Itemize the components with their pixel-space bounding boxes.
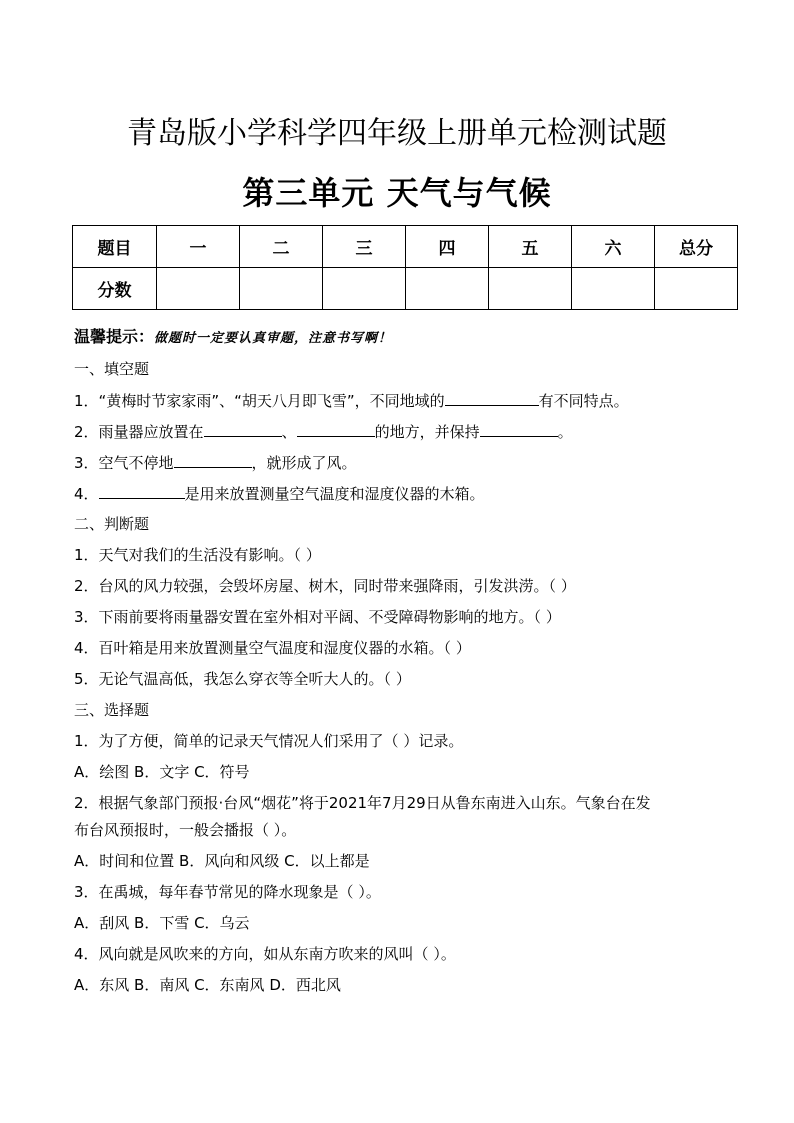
question-item: [74, 451, 764, 482]
question-text: ，就形成了风。: [251, 454, 357, 472]
question-item: [74, 389, 764, 420]
answer-blank[interactable]: [204, 420, 282, 437]
section-heading: 三、选择题: [74, 701, 150, 719]
score-entry-cell[interactable]: [406, 268, 489, 310]
question-item: 2．台风的风力较强，会毁坏房屋、树木，同时带来强降雨，引发洪涝。（ ）: [74, 577, 576, 595]
warm-tip-text: 做题时一定要认真审题，注意书写啊！: [154, 331, 393, 346]
answer-blank[interactable]: [480, 420, 558, 437]
question-text: 1．“黄梅时节家家雨”、“胡天八月即飞雪”，不同地域的: [74, 392, 445, 410]
question-item: [74, 482, 764, 513]
table-cell: 分数: [73, 268, 157, 310]
answer-options: A．刮风 B．下雪 C．乌云: [74, 914, 250, 932]
question-item: 4．风向就是风吹来的方向，如从东南方吹来的风叫（ ）。: [74, 945, 456, 963]
table-cell: 题目: [73, 226, 157, 268]
question-text: 、: [281, 423, 297, 441]
table-cell: 二: [240, 226, 323, 268]
answer-options: A．绘图 B．文字 C．符号: [74, 763, 250, 781]
score-entry-cell[interactable]: [157, 268, 240, 310]
question-text: 的地方，并保持: [374, 423, 480, 441]
question-item: 2．根据气象部门预报·台风“烟花”将于2021年7月29日从鲁东南进入山东。气象台在发: [74, 794, 651, 812]
question-item: 1．为了方便，简单的记录天气情况人们采用了（ ）记录。: [74, 732, 464, 750]
unit-title: 第三单元 天气与气候: [242, 174, 552, 212]
warm-tip-label: 温馨提示：: [74, 327, 155, 346]
question-item: 3．下雨前要将雨量器安置在室外相对平阔、不受障碍物影响的地方。（ ）: [74, 608, 561, 626]
answer-blank[interactable]: [99, 482, 185, 499]
question-item: 5．无论气温高低，我怎么穿衣等全听大人的。（ ）: [74, 670, 411, 688]
section-heading: 二、判断题: [74, 515, 150, 533]
section-heading: 一、填空题: [74, 360, 150, 378]
score-table: [72, 225, 738, 310]
page-title: 青岛版小学科学四年级上册单元检测试题: [127, 116, 667, 151]
question-item: 1．天气对我们的生活没有影响。（ ）: [74, 546, 321, 564]
question-text: 是用来放置测量空气温度和湿度仪器的木箱。: [184, 485, 485, 503]
question-item-continued: 布台风预报时，一般会播报（ ）。: [74, 821, 297, 839]
question-text: 2．雨量器应放置在: [74, 423, 204, 441]
answer-blank[interactable]: [297, 420, 375, 437]
question-item: 4．百叶箱是用来放置测量空气温度和湿度仪器的水箱。（ ）: [74, 639, 471, 657]
answer-blank[interactable]: [174, 451, 252, 468]
score-entry-cell[interactable]: [323, 268, 406, 310]
table-cell: 总分: [655, 226, 738, 268]
question-item: 3．在禹城，每年春节常见的降水现象是（ ）。: [74, 883, 381, 901]
score-entry-cell[interactable]: [240, 268, 323, 310]
answer-options: A．东风 B．南风 C．东南风 D．西北风: [74, 976, 341, 994]
score-entry-cell[interactable]: [572, 268, 655, 310]
score-entry-cell[interactable]: [655, 268, 738, 310]
question-text: 有不同特点。: [538, 392, 629, 410]
answer-blank[interactable]: [445, 389, 539, 406]
question-text: 4．: [74, 485, 99, 503]
question-text: 3．空气不停地: [74, 454, 174, 472]
table-cell: 一: [157, 226, 240, 268]
score-entry-cell[interactable]: [489, 268, 572, 310]
answer-options: A．时间和位置 B．风向和风级 C．以上都是: [74, 852, 370, 870]
table-cell: 六: [572, 226, 655, 268]
question-text: 。: [557, 423, 573, 441]
score-table-header-row: [73, 226, 738, 268]
table-cell: 五: [489, 226, 572, 268]
score-table-score-row: [73, 268, 738, 310]
warm-tip: [74, 324, 392, 347]
table-cell: 四: [406, 226, 489, 268]
question-list: [74, 358, 764, 1005]
question-item: [74, 420, 764, 451]
table-cell: 三: [323, 226, 406, 268]
